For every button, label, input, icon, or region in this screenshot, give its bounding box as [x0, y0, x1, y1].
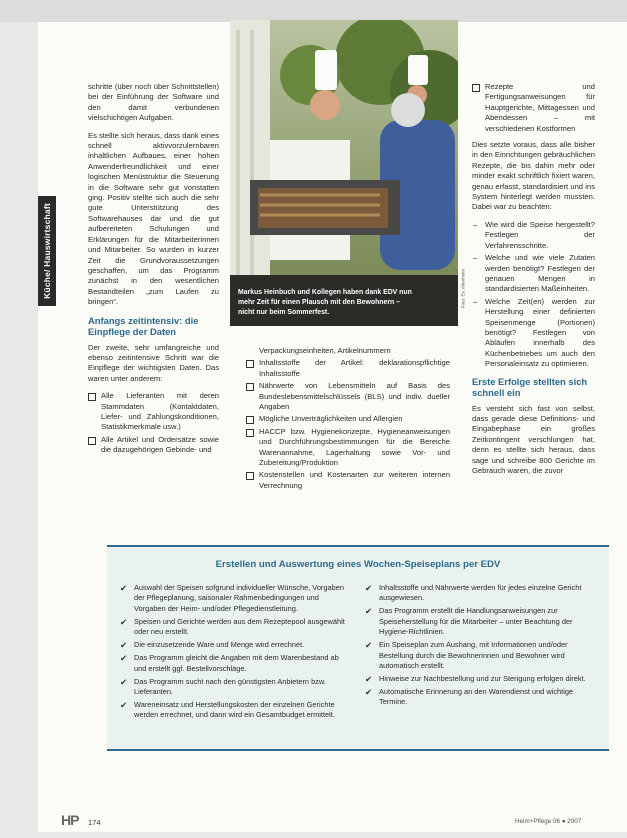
paragraph: Es stellte sich heraus, dass dank eines schnell aktivvorzulernbaren inhaltlichen Aufbaues, einer hohen Anwenderfreundlichkeit und einer logischen Menüstruktur die Steuerung in die Software sehr gut vonstatten ging. Positiv stellte sich auch die sehr gute Unterstützung des Softwarehauses dar und die gut aufbereiteten Schulungen und Erklärungen für die Mitarbeiterinnen und Mitarbeiter. So wurden in kurzer Zeit die Grundvoraussetzungen geschaffen, um das Programm zunächst in den wesentlichen Bestandteilen „zum Laufen zu bringen“.: [88, 130, 219, 307]
list-item: Alle Lieferanten mit deren Stammdaten (Kontaktdaten, Liefer- und Zahlungskonditionen, Statistikmerkmale usw.): [88, 391, 219, 433]
subheading: Anfangs zeitintensiv: die Einpflege der Daten: [88, 314, 199, 337]
photo-illustration: [230, 20, 458, 326]
dash-list: [472, 220, 595, 370]
magazine-logo: HP: [61, 812, 79, 828]
photo-credit: Foto: Ev. Altenheim: [460, 268, 466, 308]
check-list: [120, 583, 352, 721]
check-item: ✔ Auswahl der Speisen sofgrund individueller Wünsche, Vorgaben der Pflegeplanung, saisonaler Rahmenbedingungen und Vorgaben der Heim- und/oder Pflegedienstleitung.: [120, 583, 352, 614]
column-1: [88, 82, 219, 462]
check-item: ✔ Die einzusetzende Ware und Menge wird errechnet.: [120, 640, 352, 650]
column-3: [472, 82, 595, 483]
check-item: ✔ Ein Speiseplan zum Aushang, mit Informationen und/oder Bestellung durch die Bewohnerinnen und Bewohner wird automatisch erstellt.: [365, 640, 597, 671]
list-item: Nährwerte von Lebensmitteln auf Basis des Bundeslebensmittelschlüssels (BLS) und indiv. dueller Angaben: [246, 381, 450, 412]
check-item: ✔ Wareneinsatz und Herstellungskosten der einzelnen Gerichte werden errechnet, und dann wird ein Gesamtbudget ermittelt.: [120, 700, 352, 721]
list-item: Alle Artikel und Ordersätze sowie die dazugehörigen Gebinde- und: [88, 435, 219, 456]
event-photo: [230, 20, 458, 326]
check-list: [365, 583, 597, 708]
info-box-left-column: [120, 583, 352, 723]
subheading: Erste Erfolge stellten sich schnell ein: [472, 375, 588, 398]
list-item: – Wie wird die Speise hergestellt? Festlegen der Verfahrensschritte.: [472, 220, 595, 251]
info-box-title: Erstellen und Auswertung eines Wochen-Speiseplans per EDV: [215, 559, 501, 570]
checkbox-list: [472, 82, 595, 134]
list-item: Inhaltsstoffe der Artikel: deklarationspflichtige Inhaltsstoffe: [246, 358, 450, 379]
page-number: 174: [88, 818, 101, 827]
list-item: Kostenstellen und Kostenarten zur weiteren internen Verrechnung: [246, 470, 450, 491]
paragraph: Es versteht sich fast von selbst, dass gerade diese Definitions- und Eingabephase ein großes Zeitkontingent verschlungen hat, denn es stellte sich heraus, dass sage und schreibe 800 Gerichte im Gebrauch waren, die zuvor: [472, 403, 595, 475]
section-tab: [38, 196, 56, 306]
list-item: HACCP bzw. Hygienekonzepte, Hygieneanweisungen und Durchführungsbestimmungen für die Bereiche Warenannahme, Lagerhaltung sowie Vor- und Zubereitung/Produktion: [246, 427, 450, 469]
check-item: ✔ Das Programm sucht nach den günstigsten Anbietern bzw. Lieferanten.: [120, 677, 352, 698]
checkbox-list: [246, 358, 450, 491]
check-item: ✔ Hinweise zur Nachbestellung und zur Sterigung erfolgen direkt.: [365, 674, 597, 684]
list-item: Mögliche Unverträglichkeiten und Allergien: [246, 414, 450, 424]
info-box: [107, 545, 609, 751]
paragraph: Der zweite, sehr umfangreiche und ebenso zeitintensive Schritt war die Einpflege der wichtigsten Daten. Das waren unter anderem:: [88, 342, 219, 383]
check-item: ✔ Das Programm erstellt die Handlungsanweisungen zur Speiseherstellung für die Mitarbeiter – unter Beachtung der Hygiene-Richtlinien.: [365, 606, 597, 637]
issue-label: Heim+Pflege 06 ● 2007: [515, 818, 582, 825]
top-margin-band: [0, 0, 627, 22]
check-item: ✔ Speisen und Gerichte werden aus dem Rezeptepool ausgewählt oder neu erstellt.: [120, 617, 352, 638]
info-box-right-column: [365, 583, 597, 710]
checkbox-list: [88, 391, 219, 455]
check-item: ✔ Automatische Erinnerung an den Warendienst und wichtige Termine.: [365, 687, 597, 708]
paragraph: schritte (über noch über Schnittstellen) bei der Einführung der Software und den damit verbundenen vielschichtigen Aufgaben.: [88, 82, 219, 123]
paragraph: Dies setzte voraus, dass alle bisher in den Einrichtungen gebräuchlichen Rezepte, die bis dahin mehr oder minder exakt schriftlich fixiert waren, genau erfasst, standardisiert und ins System hinterlegt werden mussten. Dabei war zu beachten:: [472, 140, 595, 212]
column-2: [246, 346, 450, 497]
check-item: ✔ Inhaltsstoffe und Nährwerte werden für jedes einzelne Gericht ausgewiesen.: [365, 583, 597, 604]
photo-caption: Markus Heinbuch und Kollegen haben dank EDV nun mehr Zeit für einen Plausch mit den Bewohnern – nicht nur beim Sommerfest.: [238, 289, 412, 316]
list-item: Rezepte und Fertigungsanweisungen für Hauptgerichte, Mittagessen und Abendessen – mit verschiedenen Kostformen: [472, 82, 595, 134]
list-item: – Welche und wie viele Zutaten werden benötigt? Festlegen der genauen Mengen in standardisierten Maßeinheiten.: [472, 253, 595, 295]
check-item: ✔ Das Programm gleicht die Angaben mit dem Warenbestand ab und erstellt ggf. Bestellvorschläge.: [120, 653, 352, 674]
section-tab-label: Küche/ Hauswirtschaft: [42, 203, 52, 299]
paragraph: Verpackungseinheiten, Artikelnummern: [259, 346, 391, 355]
list-item: – Welche Zeit(en) werden zur Herstellung einer definierten Speisenmenge (Portionen) benötigt? Festlegen von Abläufen innerhalb des Küchenbetriebes um auch den Personaleinsatz zu optimieren.: [472, 297, 595, 370]
